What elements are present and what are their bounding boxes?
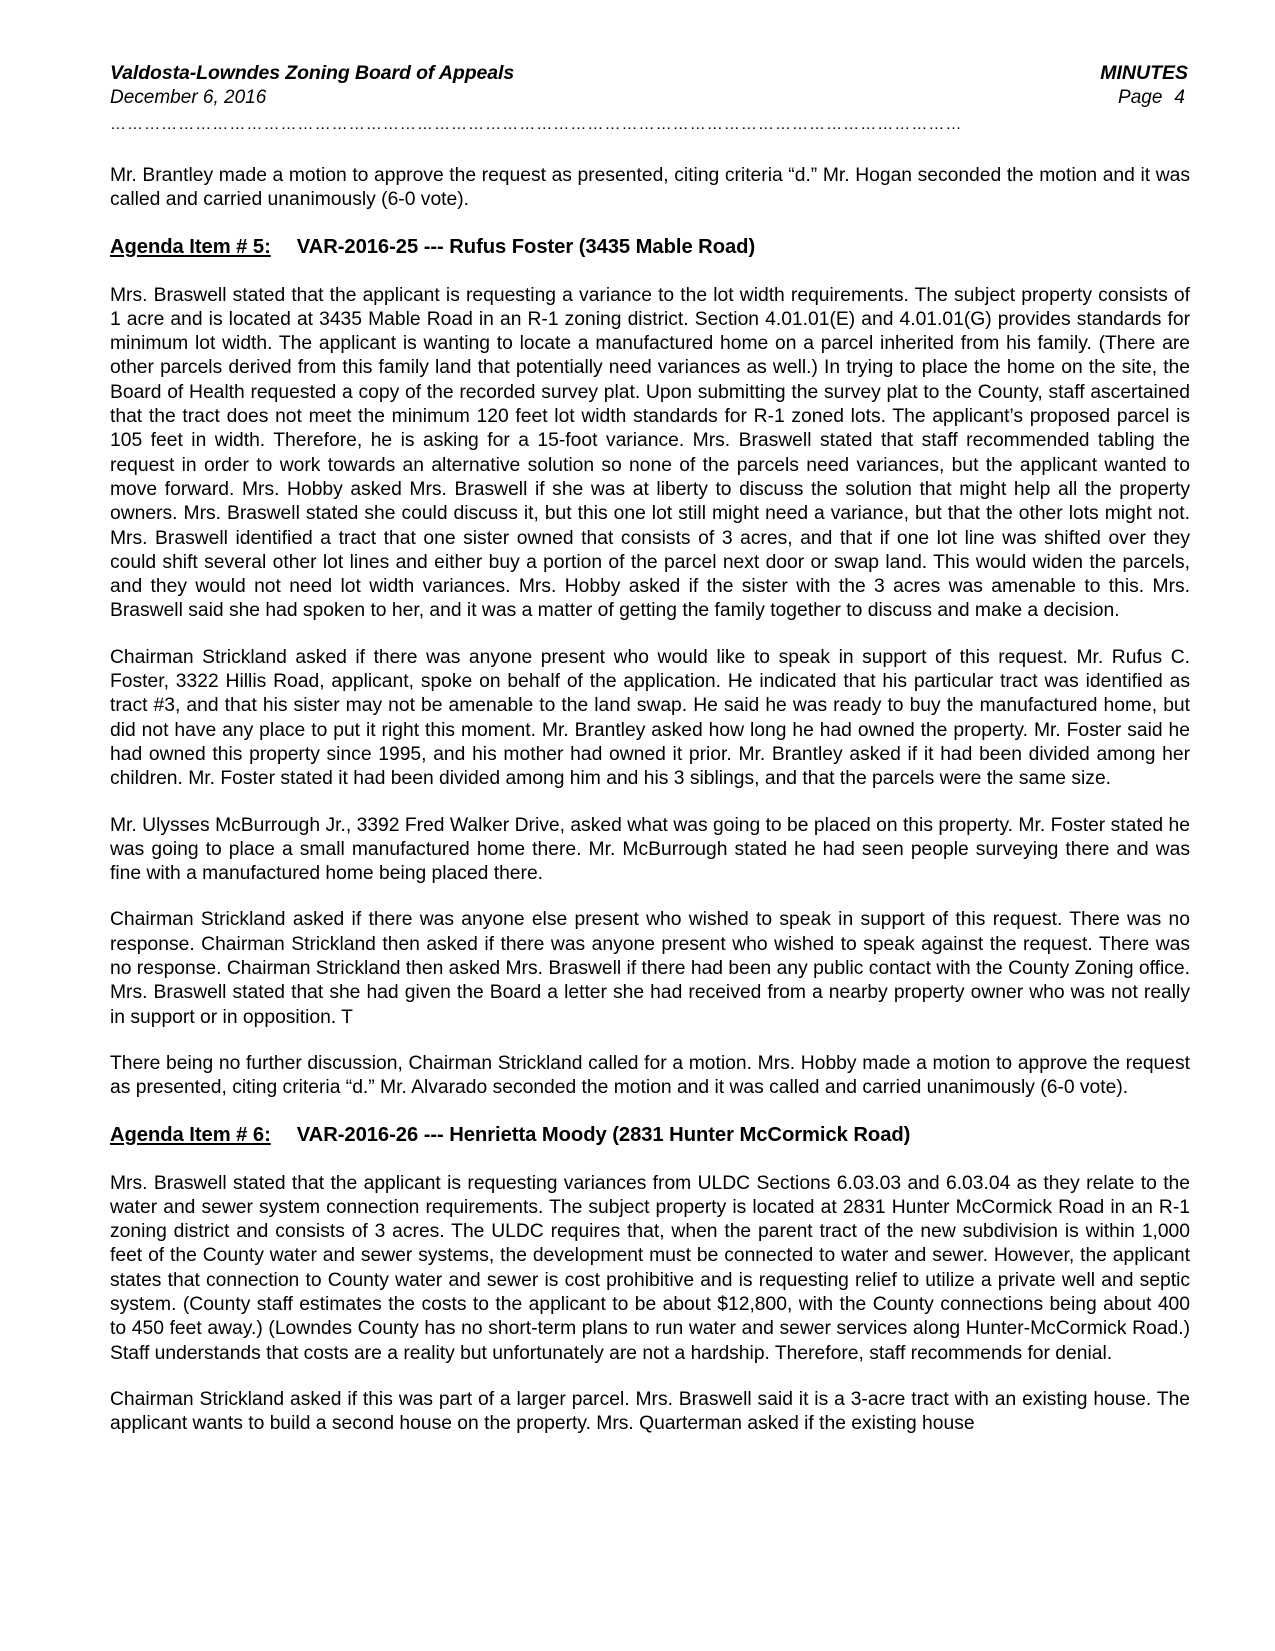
paragraph-item5-applicant-testimony: Chairman Strickland asked if there was anyone present who would like to speak in support of this request. Mr. Rufus C. Foster, 3322 Hillis Road, applicant, spoke on behalf of the application. He indicated that his particular tract was identified as tract #3, and that his sister may not be amenable to the land swap. He said he was ready to buy the manufactured home, but did not have any place to put it right this moment. Mr. Brantley asked how long he had owned the property. Mr. Foster said he had owned this property since 1995, and his mother had owned it prior. Mr. Brantley asked if it had been divided among her children. Mr. Foster stated it had been divided among him and his 3 siblings, and that the parcels were the same size.: [110, 646, 1190, 790]
page-label: Page: [1118, 87, 1163, 108]
paragraph-item5-public-comment: Chairman Strickland asked if there was anyone else present who wished to speak in support of this request. There was no response. Chairman Strickland then asked if there was anyone present who wished to speak against the request. There was no response. Chairman Strickland then asked Mrs. Braswell if there had been any public contact with the County Zoning office. Mrs. Braswell stated that she had given the Board a letter she had received from a nearby property owner who was not really in support or in opposition. T: [110, 909, 1190, 1028]
header-divider: ……………………………………………………………………………………………………………………………………: [110, 120, 963, 133]
page-indicator: [1118, 87, 1190, 109]
paragraph-item5-mcburrough-comment: Mr. Ulysses McBurrough Jr., 3392 Fred Walker Drive, asked what was going to be placed on this property. Mr. Foster stated he was going to place a small manufactured home there. Mr. McBurrough stated he had seen people surveying there and was fine with a manufactured home being placed there.: [110, 814, 1190, 885]
page-number: 4: [1174, 87, 1185, 108]
document-header: [110, 62, 1190, 134]
header-row-primary: [110, 62, 1190, 85]
paragraph-item6-staff-report: Mrs. Braswell stated that the applicant is requesting variances from ULDC Sections 6.03.03 and 6.03.04 as they relate to the water and sewer system connection requirements. The subject property is located at 2831 Hunter McCormick Road in an R-1 zoning district and consists of 3 acres. The ULDC requires that, when the parent tract of the new subdivision is within 1,000 feet of the County water and sewer systems, the development must be connected to water and sewer. However, the applicant states that connection to County water and sewer is cost prohibitive and is requesting relief to utilize a private well and septic system. (County staff estimates the costs to the applicant to be about $12,800, with the County connections being about 400 to 450 feet away.) (Lowndes County has no short-term plans to run water and sewer services along Hunter-McCormick Road.) Staff understands that costs are a reality but unfortunately are not a hardship. Therefore, staff recommends for denial.: [110, 1172, 1190, 1364]
agenda-item-5-heading: [110, 235, 1190, 260]
agenda-item-6-heading: [110, 1123, 1190, 1148]
agenda-item-6-title: VAR-2016-26 --- Henrietta Moody (2831 Hunter McCormick Road): [296, 1123, 911, 1146]
organization-title: Valdosta-Lowndes Zoning Board of Appeals: [110, 62, 515, 84]
document-body: [110, 164, 1190, 1436]
document-type-label: MINUTES: [1100, 62, 1188, 84]
meeting-date: December 6, 2016: [110, 87, 267, 108]
agenda-item-6-label: Agenda Item # 6:: [110, 1123, 271, 1146]
header-row-secondary: [110, 87, 1190, 109]
agenda-item-5-label: Agenda Item # 5:: [110, 235, 271, 258]
paragraph-item5-motion: There being no further discussion, Chairman Strickland called for a motion. Mrs. Hobby made a motion to approve the request as presented, citing criteria “d.” Mr. Alvarado seconded the motion and it was called and carried unanimously (6-0 vote).: [110, 1052, 1190, 1099]
paragraph-item5-staff-report: Mrs. Braswell stated that the applicant is requesting a variance to the lot width requirements. The subject property consists of 1 acre and is located at 3435 Mable Road in an R-1 zoning district. Section 4.01.01(E) and 4.01.01(G) provides standards for minimum lot width. The applicant is wanting to locate a manufactured home on a parcel inherited from his family. (There are other parcels derived from this family land that potentially need variances as well.) In trying to place the home on the site, the Board of Health requested a copy of the recorded survey plat. Upon submitting the survey plat to the County, staff ascertained that the tract does not meet the minimum 120 feet lot width standards for R-1 zoned lots. The applicant’s proposed parcel is 105 feet in width. Therefore, he is asking for a 15-foot variance. Mrs. Braswell stated that staff recommended tabling the request in order to work towards an alternative solution so none of the parcels need variances, but the applicant wanted to move forward. Mrs. Hobby asked Mrs. Braswell if she was at liberty to discuss the solution that might help all the property owners. Mrs. Braswell stated she could discuss it, but this one lot still might need a variance, but that the other lots might not. Mrs. Braswell identified a tract that one sister owned that consists of 3 acres, and that if one lot line was shifted over they could shift several other lot lines and either buy a portion of the parcel next door or swap land. This would widen the parcels, and they would not need lot width variances. Mrs. Hobby asked if the sister with the 3 acres was amenable to this. Mrs. Braswell said she had spoken to her, and it was a matter of getting the family together to discuss and make a decision.: [110, 284, 1190, 622]
agenda-item-5-title: VAR-2016-25 --- Rufus Foster (3435 Mable Road): [296, 235, 756, 258]
paragraph-item6-discussion: Chairman Strickland asked if this was part of a larger parcel. Mrs. Braswell said it is a 3-acre tract with an existing house. The applicant wants to build a second house on the property. Mrs. Quarterman asked if the existing house: [110, 1388, 1190, 1435]
paragraph-motion-prior-item: Mr. Brantley made a motion to approve the request as presented, citing criteria “d.” Mr. Hogan seconded the motion and it was called and carried unanimously (6-0 vote).: [110, 165, 1190, 211]
